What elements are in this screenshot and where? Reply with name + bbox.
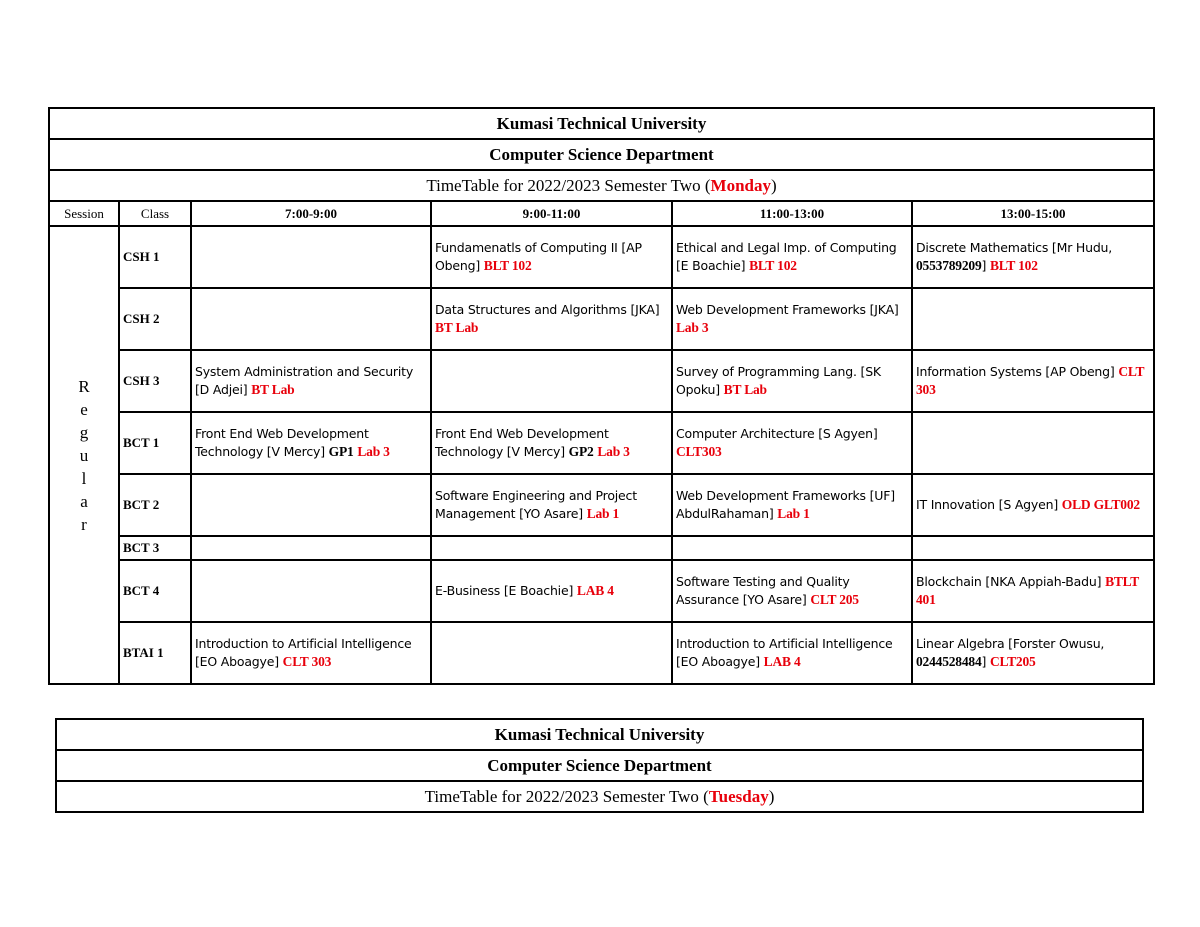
course-cell [431,560,672,622]
course-cell [672,536,912,560]
session-letter: a [80,491,88,511]
course-cell [191,536,431,560]
class-cell: BCT 3 [119,536,191,560]
title-suffix: ) [768,786,775,806]
session-letter: g [79,422,89,442]
table-row [49,474,1154,536]
course-bold: 0553789209 [916,258,982,273]
room-label: BT Lab [251,382,295,397]
room-label: BLT 102 [483,258,532,273]
room-label: Lab 1 [777,506,810,521]
course-cell [191,226,431,288]
timetable-title [56,781,1143,812]
monday-timetable [48,107,1153,685]
timetable-rows [49,226,1154,684]
course-cell [912,412,1154,474]
title-prefix: TimeTable for 2022/2023 Semester Two ( [424,786,709,806]
course-text: Software Testing and Quality Assurance [YO Asare] [676,574,850,607]
course-text: Discrete Mathematics [Mr Hudu, [916,240,1113,255]
day-label: Tuesday [708,786,769,806]
col-slot1: 7:00-9:00 [191,201,431,226]
room-label: OLD GLT002 [1061,497,1140,512]
session-cell [49,226,119,684]
table-row [49,350,1154,412]
course-cell [672,412,912,474]
class-cell: BTAI 1 [119,622,191,684]
course-cell [191,622,431,684]
course-text-after: ] [981,258,987,273]
course-bold: GP2 [568,444,594,459]
room-label: LAB 4 [763,654,801,669]
course-text: Ethical and Legal Imp. of Computing [E Boachie] [676,240,897,273]
room-label: Lab 3 [676,320,709,335]
course-text: Blockchain [NKA Appiah-Badu] [916,574,1102,589]
session-letter: R [78,376,90,396]
department-title: Computer Science Department [49,139,1154,170]
course-text: System Administration and Security [D Adjei] [195,364,414,397]
course-cell [912,226,1154,288]
course-cell [672,474,912,536]
room-label: CLT 303 [282,654,332,669]
class-cell: BCT 1 [119,412,191,474]
course-text-after: ] [981,654,987,669]
course-cell [431,622,672,684]
table-row [49,536,1154,560]
col-slot4: 13:00-15:00 [912,201,1154,226]
room-label: BLT 102 [989,258,1038,273]
table-row [49,560,1154,622]
department-title: Computer Science Department [56,750,1143,781]
course-cell [672,226,912,288]
course-cell [431,412,672,474]
course-text: Linear Algebra [Forster Owusu, [916,636,1105,651]
course-text: Survey of Programming Lang. [SK Opoku] [676,364,881,397]
course-text: Software Engineering and Project Management [YO Asare] [435,488,637,521]
table-row [49,288,1154,350]
title-prefix: TimeTable for 2022/2023 Semester Two ( [426,175,711,195]
course-cell [191,350,431,412]
course-text: Web Development Frameworks [JKA] [676,302,899,317]
course-text: Data Structures and Algorithms [JKA] [435,302,660,317]
course-cell [191,474,431,536]
session-letter: u [79,445,89,465]
room-label: CLT303 [676,444,722,459]
course-cell [431,288,672,350]
session-letter: r [81,514,87,534]
course-text: IT Innovation [S Agyen] [916,497,1059,512]
room-label: Lab 1 [586,506,620,521]
course-text: Fundamenatls of Computing II [AP Obeng] [435,240,642,273]
room-label: BTLT 401 [916,574,1139,607]
course-cell [912,622,1154,684]
course-cell [431,474,672,536]
room-label: BT Lab [435,320,479,335]
university-title: Kumasi Technical University [49,108,1154,139]
course-text: Computer Architecture [S Agyen] [676,426,878,441]
course-text: Introduction to Artificial Intelligence [EO Aboagye] [676,636,893,669]
day-label: Monday [710,175,772,195]
col-session: Session [49,201,119,226]
course-cell [431,350,672,412]
course-text: Front End Web Development Technology [V Mercy] [195,426,369,459]
timetable-title [49,170,1154,201]
col-slot3: 11:00-13:00 [672,201,912,226]
course-cell [191,560,431,622]
room-label: BLT 102 [749,258,797,273]
course-cell [191,412,431,474]
room-label: CLT 205 [810,592,859,607]
room-label: CLT 303 [916,364,1145,397]
room-label: BT Lab [723,382,767,397]
course-text: Web Development Frameworks [UF] AbdulRahaman] [676,488,895,521]
course-cell [912,536,1154,560]
course-text: Introduction to Artificial Intelligence [EO Aboagye] [195,636,412,669]
course-text: Information Systems [AP Obeng] [916,364,1115,379]
class-cell: BCT 2 [119,474,191,536]
table-row [49,412,1154,474]
class-cell: CSH 3 [119,350,191,412]
monday-table [48,107,1155,685]
class-cell: BCT 4 [119,560,191,622]
room-label: Lab 3 [597,444,630,459]
course-text: E-Business [E Boachie] [435,583,574,598]
session-letter: e [80,399,88,419]
course-cell [912,474,1154,536]
course-cell [672,288,912,350]
course-cell [431,226,672,288]
tuesday-timetable [55,718,1144,813]
course-cell [912,288,1154,350]
table-row [49,622,1154,684]
course-text: Front End Web Development Technology [V Mercy] [435,426,609,459]
title-suffix: ) [771,175,777,195]
class-cell: CSH 2 [119,288,191,350]
room-label: CLT205 [989,654,1036,669]
room-label: LAB 4 [576,583,614,598]
session-letter: l [81,468,87,488]
course-cell [191,288,431,350]
tuesday-table [55,718,1144,813]
course-cell [912,560,1154,622]
table-row [49,226,1154,288]
col-class: Class [119,201,191,226]
course-cell [672,622,912,684]
col-slot2: 9:00-11:00 [431,201,672,226]
course-bold: 0244528484 [916,654,982,669]
class-cell: CSH 1 [119,226,191,288]
university-title: Kumasi Technical University [56,719,1143,750]
course-bold: GP1 [328,444,354,459]
course-cell [431,536,672,560]
course-cell [912,350,1154,412]
course-cell [672,350,912,412]
room-label: Lab 3 [357,444,390,459]
course-cell [672,560,912,622]
